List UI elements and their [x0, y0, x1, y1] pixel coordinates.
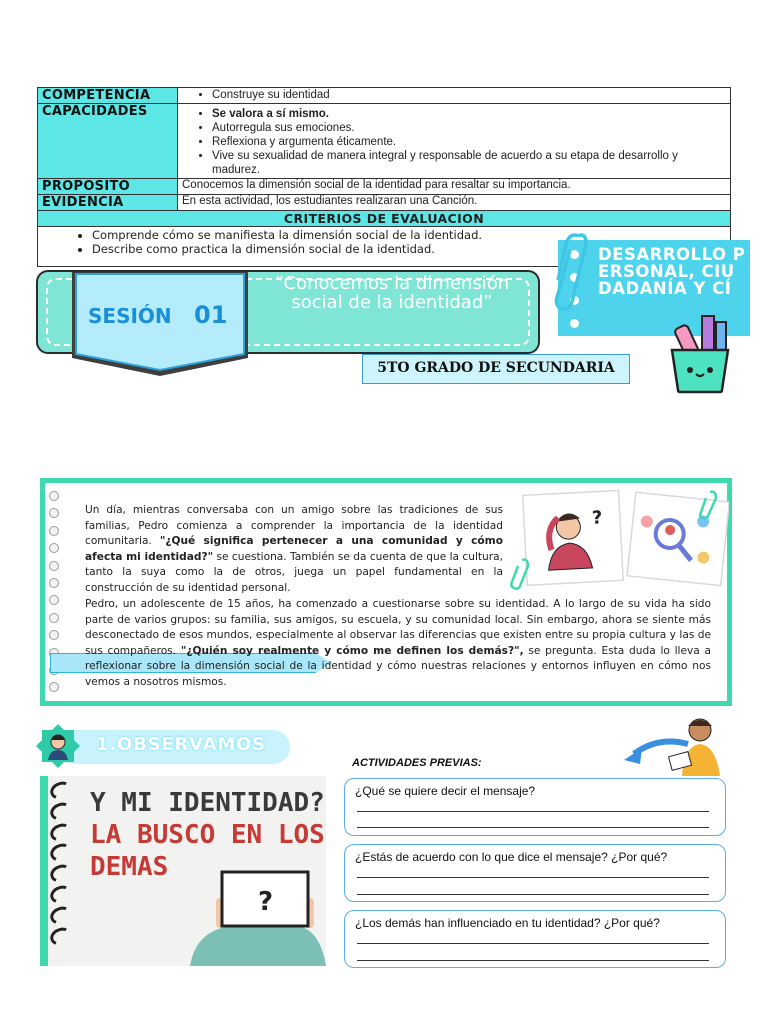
table-row: [38, 88, 731, 104]
story-box: [40, 478, 732, 706]
grade-label: 5TO GRADO DE SECUNDARIA: [362, 354, 630, 384]
poster-line-1: Y MI IDENTIDAD?: [90, 788, 325, 818]
answer-line[interactable]: [357, 877, 709, 878]
pencil-cup-icon: [666, 312, 734, 394]
paperclip-icon: [552, 228, 592, 314]
session-badge: [70, 270, 250, 380]
evidencia-label: EVIDENCIA: [38, 195, 178, 211]
answer-line[interactable]: [357, 894, 709, 895]
list-item: • Reflexiona y argumenta éticamente.: [212, 135, 726, 149]
session-number: 01: [194, 301, 228, 329]
poster-strip: [40, 776, 48, 966]
table-row: [38, 104, 731, 179]
competencia-label: COMPETENCIA: [38, 88, 178, 104]
boy-writing-illustration: [662, 714, 732, 776]
identity-poster: [40, 776, 326, 966]
table-row: [38, 211, 731, 227]
question-text: ¿Los demás han influenciado en tu identidad? ¿Por qué?: [355, 916, 660, 930]
answer-line[interactable]: [357, 960, 709, 961]
list-item: • Construye su identidad: [212, 88, 726, 102]
table-row: [38, 195, 731, 211]
question-text: ¿Qué se quiere decir el mensaje?: [355, 784, 536, 798]
answer-line[interactable]: [357, 811, 709, 812]
capacidades-label: CAPACIDADES: [38, 104, 178, 179]
poster-question-mark: ?: [258, 887, 274, 917]
notebook-rings: [50, 782, 84, 948]
table-row: [38, 179, 731, 195]
proposito-value: Conocemos la dimensión social de la identidad para resaltar su importancia.: [178, 179, 731, 195]
observamos-title: 1.OBSERVAMOS: [96, 734, 266, 755]
answer-line[interactable]: [357, 943, 709, 944]
story-paragraph-1: Un día, mientras conversaba con un amigo sobre las tradiciones de sus familias, Pedro comienza a comprender la importancia de la identidad comunitaria. "¿Qué significa pertenecer a una comunidad y cómo afecta mi identidad?" se cuestiona. También se da cuenta de que la cultura, tanto la suya como la de otros, juega un papel fundamental en la construcción de su identidad personal.: [85, 504, 503, 594]
paperclip-icon: [508, 556, 530, 592]
area-title: DESARROLLO PERSONAL, CIUDADANÍA Y CÍ: [598, 245, 746, 298]
person-with-sign-illustration: [180, 864, 326, 966]
proposito-label: PROPOSITO: [38, 179, 178, 195]
story-paragraph-2: Pedro, un adolescente de 15 años, ha comenzado a cuestionarse sobre su identidad. A lo largo de su vida ha sido parte de varios grupos: su familia, sus amigos, su escuela, y su comunidad local. Sin embargo, ahora se siente más desconectado de esos mundos, especialmente al observar las diferencias que existen entre su propia cultura y las de sus compañeros. "¿Quién soy realmente y cómo me definen los demás?", se pregunta. Esta duda lo lleva a reflexionar sobre la dimensión social de la identidad y cómo nuestras relaciones y entornos influyen en cómo nos vemos a nosotros mismos.: [85, 598, 712, 688]
question-box-3[interactable]: [344, 910, 726, 968]
poster-line-2: LA BUSCO EN LOS: [90, 820, 325, 850]
paperclip-icon: [698, 488, 718, 522]
thinking-person-icon: [34, 722, 82, 770]
poster-line-3: DEMAS: [90, 852, 169, 882]
evidencia-value: En esta actividad, los estudiantes realizaran una Canción.: [178, 195, 731, 211]
list-item: • Vive su sexualidad de manera integral y responsable de acuerdo a su etapa de desarrollo y madurez.: [212, 149, 726, 177]
list-item: • Autorregula sus emociones.: [212, 121, 726, 135]
session-title: “Conocemos la dimensión social de la identidad”: [274, 273, 510, 313]
question-text: ¿Estás de acuerdo con lo que dice el mensaje? ¿Por qué?: [355, 850, 668, 864]
list-item: • Describe como practica la dimensión social de la identidad.: [92, 242, 726, 256]
list-item: • Comprende cómo se manifiesta la dimensión social de la identidad.: [92, 228, 726, 242]
activities-title: ACTIVIDADES PREVIAS:: [352, 757, 482, 769]
competencia-value: [178, 88, 731, 104]
question-box-2[interactable]: [344, 844, 726, 902]
criteria-header: CRITERIOS DE EVALUACION: [38, 211, 731, 227]
question-box-1[interactable]: [344, 778, 726, 836]
answer-line[interactable]: [357, 827, 709, 828]
capacidades-value: [178, 104, 731, 179]
svg-text:?: ?: [591, 507, 603, 529]
list-item: • Se valora a sí mismo.: [212, 107, 726, 121]
session-label: SESIÓN: [88, 304, 172, 328]
